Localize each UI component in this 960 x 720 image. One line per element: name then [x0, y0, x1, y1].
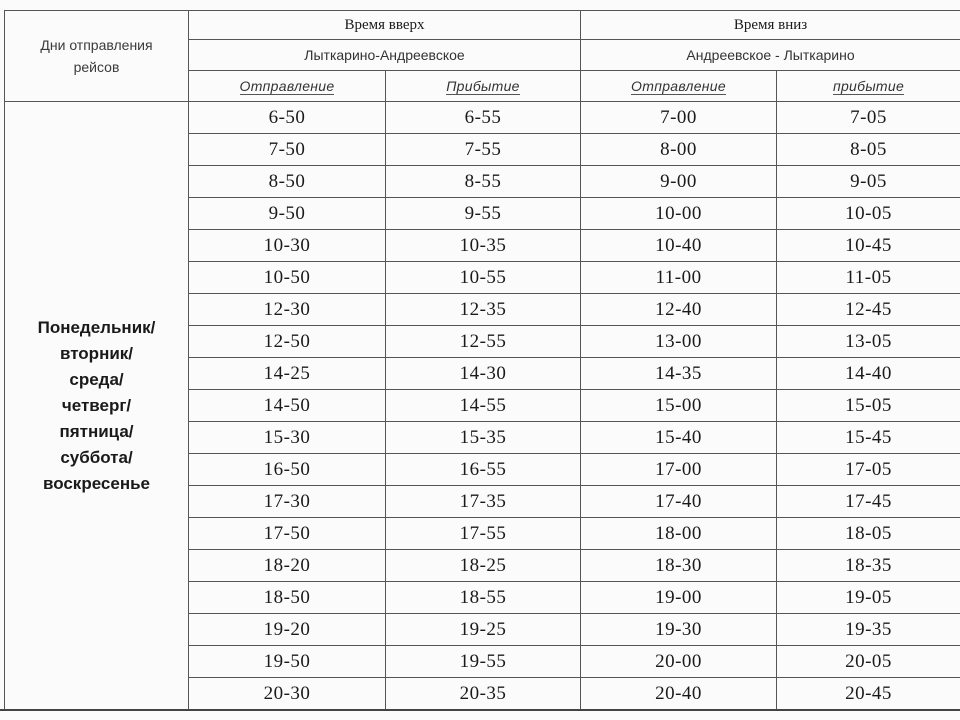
up-arrival-time: 18-25	[386, 550, 581, 582]
up-arrival-time: 10-35	[386, 230, 581, 262]
up-arrival-header	[386, 71, 581, 102]
down-arrival-time: 13-05	[777, 326, 960, 358]
up-direction-title: Время вверх	[189, 11, 581, 40]
up-arrival-time: 15-35	[386, 422, 581, 454]
up-departure-time: 6-50	[189, 102, 386, 134]
down-arrival-time: 17-05	[777, 454, 960, 486]
up-departure-header	[189, 71, 386, 102]
down-arrival-time: 20-45	[777, 678, 960, 710]
up-departure-time: 15-30	[189, 422, 386, 454]
down-arrival-time: 19-05	[777, 582, 960, 614]
down-departure-time: 14-35	[581, 358, 777, 390]
down-arrival-time: 15-45	[777, 422, 960, 454]
schedule-body	[5, 102, 960, 710]
up-arrival-time: 7-55	[386, 134, 581, 166]
up-departure-time: 12-50	[189, 326, 386, 358]
down-arrival-time: 10-05	[777, 198, 960, 230]
down-departure-time: 20-40	[581, 678, 777, 710]
operating-day-label: воскресенье	[42, 473, 151, 493]
down-departure-time: 13-00	[581, 326, 777, 358]
down-departure-time: 10-40	[581, 230, 777, 262]
up-departure-time: 19-20	[189, 614, 386, 646]
down-departure-time: 18-30	[581, 550, 777, 582]
days-header-line1: Дни отправления	[40, 37, 153, 53]
down-direction-title: Время вниз	[581, 11, 960, 40]
table-row	[5, 102, 960, 134]
down-arrival-time: 8-05	[777, 134, 960, 166]
up-arrival-time: 17-55	[386, 518, 581, 550]
up-arrival-time: 6-55	[386, 102, 581, 134]
up-departure-time: 20-30	[189, 678, 386, 710]
up-departure-time: 9-50	[189, 198, 386, 230]
down-arrival-time: 19-35	[777, 614, 960, 646]
up-arrival-time: 17-35	[386, 486, 581, 518]
operating-day-label: среда/	[69, 369, 124, 389]
down-arrival-time: 18-05	[777, 518, 960, 550]
up-departure-label: Отправление	[239, 78, 335, 94]
operating-day-label: суббота/	[60, 447, 133, 467]
up-departure-time: 16-50	[189, 454, 386, 486]
down-arrival-time: 11-05	[777, 262, 960, 294]
down-departure-time: 17-00	[581, 454, 777, 486]
up-departure-time: 14-25	[189, 358, 386, 390]
down-route-name: Андреевское - Лыткарино	[581, 40, 960, 71]
up-arrival-time: 18-55	[386, 582, 581, 614]
down-arrival-time: 18-35	[777, 550, 960, 582]
down-departure-time: 15-40	[581, 422, 777, 454]
down-departure-time: 7-00	[581, 102, 777, 134]
down-arrival-time: 17-45	[777, 486, 960, 518]
down-departure-time: 15-00	[581, 390, 777, 422]
up-arrival-time: 20-35	[386, 678, 581, 710]
up-departure-time: 8-50	[189, 166, 386, 198]
up-arrival-time: 19-55	[386, 646, 581, 678]
up-arrival-time: 9-55	[386, 198, 581, 230]
bus-schedule-table	[4, 10, 960, 710]
schedule-header	[5, 11, 960, 102]
up-arrival-time: 14-55	[386, 390, 581, 422]
up-departure-time: 14-50	[189, 390, 386, 422]
up-departure-time: 18-50	[189, 582, 386, 614]
operating-day-label: четверг/	[61, 395, 132, 415]
down-arrival-time: 14-40	[777, 358, 960, 390]
operating-days-cell	[5, 102, 189, 710]
operating-day-label: вторник/	[59, 343, 134, 363]
up-arrival-time: 19-25	[386, 614, 581, 646]
down-departure-time: 9-00	[581, 166, 777, 198]
down-arrival-time: 9-05	[777, 166, 960, 198]
up-departure-time: 19-50	[189, 646, 386, 678]
down-departure-time: 11-00	[581, 262, 777, 294]
down-departure-time: 19-00	[581, 582, 777, 614]
up-departure-time: 7-50	[189, 134, 386, 166]
down-arrival-header	[777, 71, 960, 102]
down-arrival-time: 15-05	[777, 390, 960, 422]
down-departure-time: 12-40	[581, 294, 777, 326]
up-arrival-label: Прибытие	[446, 78, 520, 94]
up-departure-time: 10-50	[189, 262, 386, 294]
days-column-header	[5, 11, 189, 102]
up-route-name: Лыткарино-Андреевское	[189, 40, 581, 71]
down-arrival-label: прибытие	[832, 78, 905, 94]
operating-day-label: Понедельник/	[37, 317, 156, 337]
operating-day-label: пятница/	[59, 421, 134, 441]
down-departure-time: 17-40	[581, 486, 777, 518]
down-arrival-time: 7-05	[777, 102, 960, 134]
up-arrival-time: 12-35	[386, 294, 581, 326]
up-arrival-time: 16-55	[386, 454, 581, 486]
down-departure-time: 18-00	[581, 518, 777, 550]
up-arrival-time: 14-30	[386, 358, 581, 390]
down-departure-time: 20-00	[581, 646, 777, 678]
up-departure-time: 17-30	[189, 486, 386, 518]
days-header-line2: рейсов	[73, 59, 120, 75]
up-arrival-time: 8-55	[386, 166, 581, 198]
down-departure-label: Отправление	[631, 78, 726, 94]
down-arrival-time: 20-05	[777, 646, 960, 678]
down-departure-time: 8-00	[581, 134, 777, 166]
up-arrival-time: 12-55	[386, 326, 581, 358]
up-departure-time: 18-20	[189, 550, 386, 582]
up-arrival-time: 10-55	[386, 262, 581, 294]
down-arrival-time: 12-45	[777, 294, 960, 326]
up-departure-time: 12-30	[189, 294, 386, 326]
up-departure-time: 17-50	[189, 518, 386, 550]
bottom-divider	[0, 709, 960, 711]
down-departure-time: 10-00	[581, 198, 777, 230]
down-arrival-time: 10-45	[777, 230, 960, 262]
down-departure-header	[581, 71, 777, 102]
up-departure-time: 10-30	[189, 230, 386, 262]
down-departure-time: 19-30	[581, 614, 777, 646]
